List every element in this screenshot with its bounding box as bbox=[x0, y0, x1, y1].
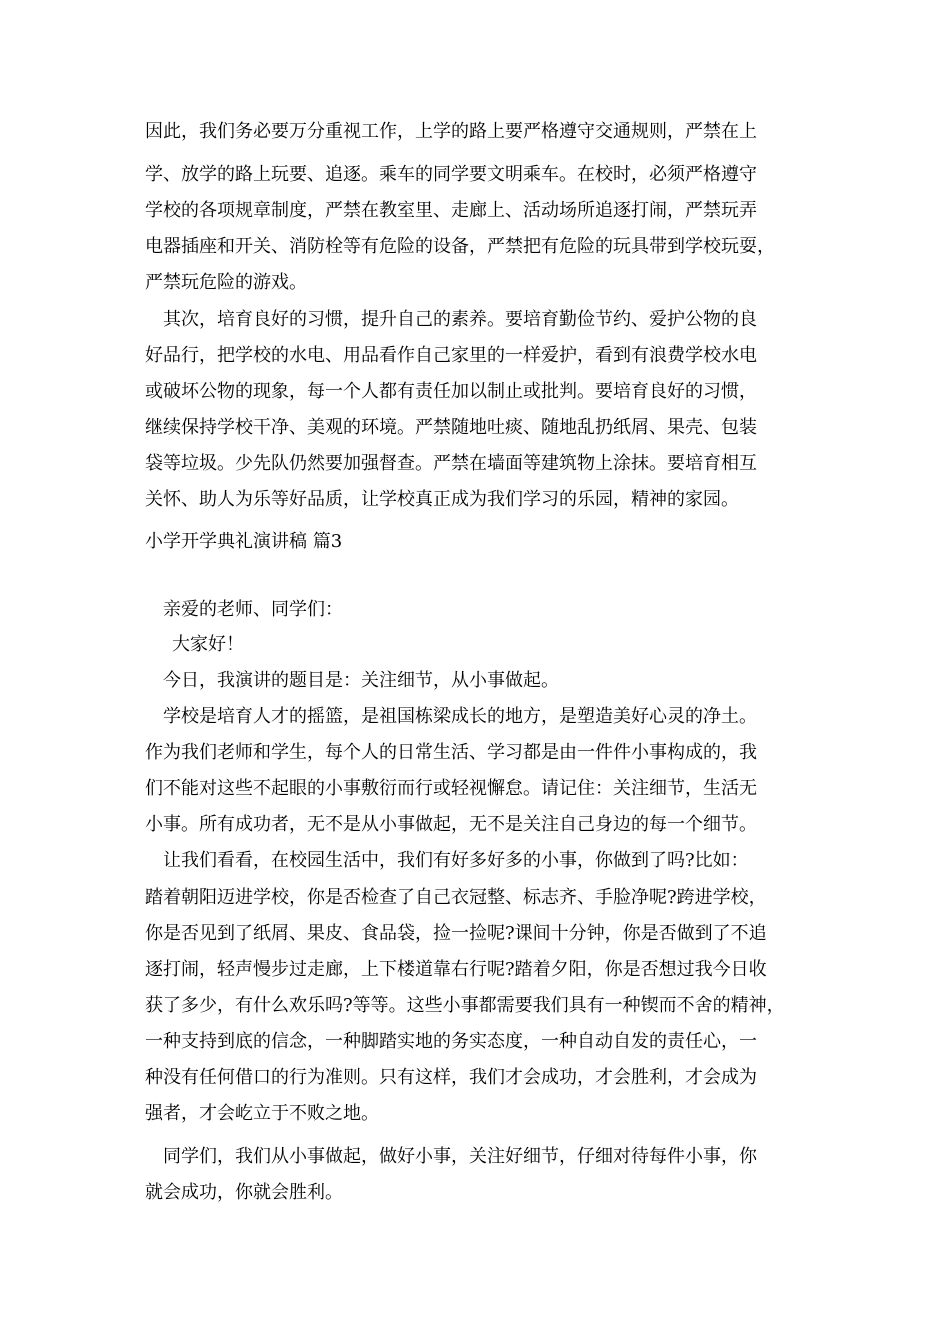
text-line: 种没有任何借口的行为准则。只有这样，我们才会成功，才会胜利，才会成为 bbox=[145, 1067, 757, 1088]
text-line: 同学们，我们从小事做起，做好小事，关注好细节，仔细对待每件小事，你 bbox=[145, 1146, 757, 1167]
text-line: 逐打闹，轻声慢步过走廊，上下楼道靠右行呢?踏着夕阳，你是否想过我今日收 bbox=[145, 959, 767, 980]
text-line: 今日，我演讲的题目是：关注细节，从小事做起。 bbox=[145, 670, 559, 691]
text-line: 好品行，把学校的水电、用品看作自己家里的一样爱护，看到有浪费学校水电 bbox=[145, 345, 757, 366]
text-line: 让我们看看，在校园生活中，我们有好多好多的小事，你做到了吗?比如： bbox=[145, 850, 749, 871]
text-line: 踏着朝阳迈进学校，你是否检查了自己衣冠整、标志齐、手脸净呢?跨进学校， bbox=[145, 887, 767, 908]
text-line: 电器插座和开关、消防栓等有危险的设备，严禁把有危险的玩具带到学校玩耍， bbox=[145, 236, 775, 257]
text-line: 学校是培育人才的摇篮，是祖国栋梁成长的地方，是塑造美好心灵的净土。 bbox=[145, 706, 757, 727]
salutation: 亲爱的老师、同学们： bbox=[163, 599, 343, 620]
text-line: 一种支持到底的信念，一种脚踏实地的务实态度，一种自动自发的责任心，一 bbox=[145, 1031, 757, 1052]
text-line: 你是否见到了纸屑、果皮、食品袋，捡一捡呢?课间十分钟，你是否做到了不追 bbox=[145, 923, 767, 944]
text-line: 袋等垃圾。少先队仍然要加强督查。严禁在墙面等建筑物上涂抹。要培育相互 bbox=[145, 453, 757, 474]
section-title: 小学开学典礼演讲稿 篇3 bbox=[145, 531, 343, 552]
text-line: 们不能对这些不起眼的小事敷衍而行或轻视懈怠。请记住：关注细节，生活无 bbox=[145, 778, 757, 799]
text-line: 严禁玩危险的游戏。 bbox=[145, 272, 307, 293]
text-line: 因此，我们务必要万分重视工作，上学的路上要严格遵守交通规则，严禁在上 bbox=[145, 121, 757, 142]
text-line: 其次，培育良好的习惯，提升自己的素养。要培育勤俭节约、爱护公物的良 bbox=[145, 309, 757, 330]
text-line: 学、放学的路上玩要、追逐。乘车的同学要文明乘车。在校时，必须严格遵守 bbox=[145, 164, 757, 185]
text-line: 关怀、助人为乐等好品质，让学校真正成为我们学习的乐园，精神的家园。 bbox=[145, 489, 739, 510]
text-line: 继续保持学校干净、美观的环境。严禁随地吐痰、随地乱扔纸屑、果壳、包装 bbox=[145, 417, 757, 438]
text-line: 或破坏公物的现象，每一个人都有责任加以制止或批判。要培育良好的习惯， bbox=[145, 381, 757, 402]
text-line: 强者，才会屹立于不败之地。 bbox=[145, 1103, 379, 1124]
greeting: 大家好！ bbox=[172, 634, 244, 655]
text-line: 学校的各项规章制度，严禁在教室里、走廊上、活动场所追逐打闹，严禁玩弄 bbox=[145, 200, 757, 221]
text-line: 小事。所有成功者，无不是从小事做起，无不是关注自己身边的每一个细节。 bbox=[145, 814, 757, 835]
text-line: 作为我们老师和学生，每个人的日常生活、学习都是由一件件小事构成的，我 bbox=[145, 742, 757, 763]
text-line: 就会成功，你就会胜利。 bbox=[145, 1182, 343, 1203]
text-line: 获了多少，有什么欢乐吗?等等。这些小事都需要我们具有一种锲而不舍的精神， bbox=[145, 995, 785, 1016]
